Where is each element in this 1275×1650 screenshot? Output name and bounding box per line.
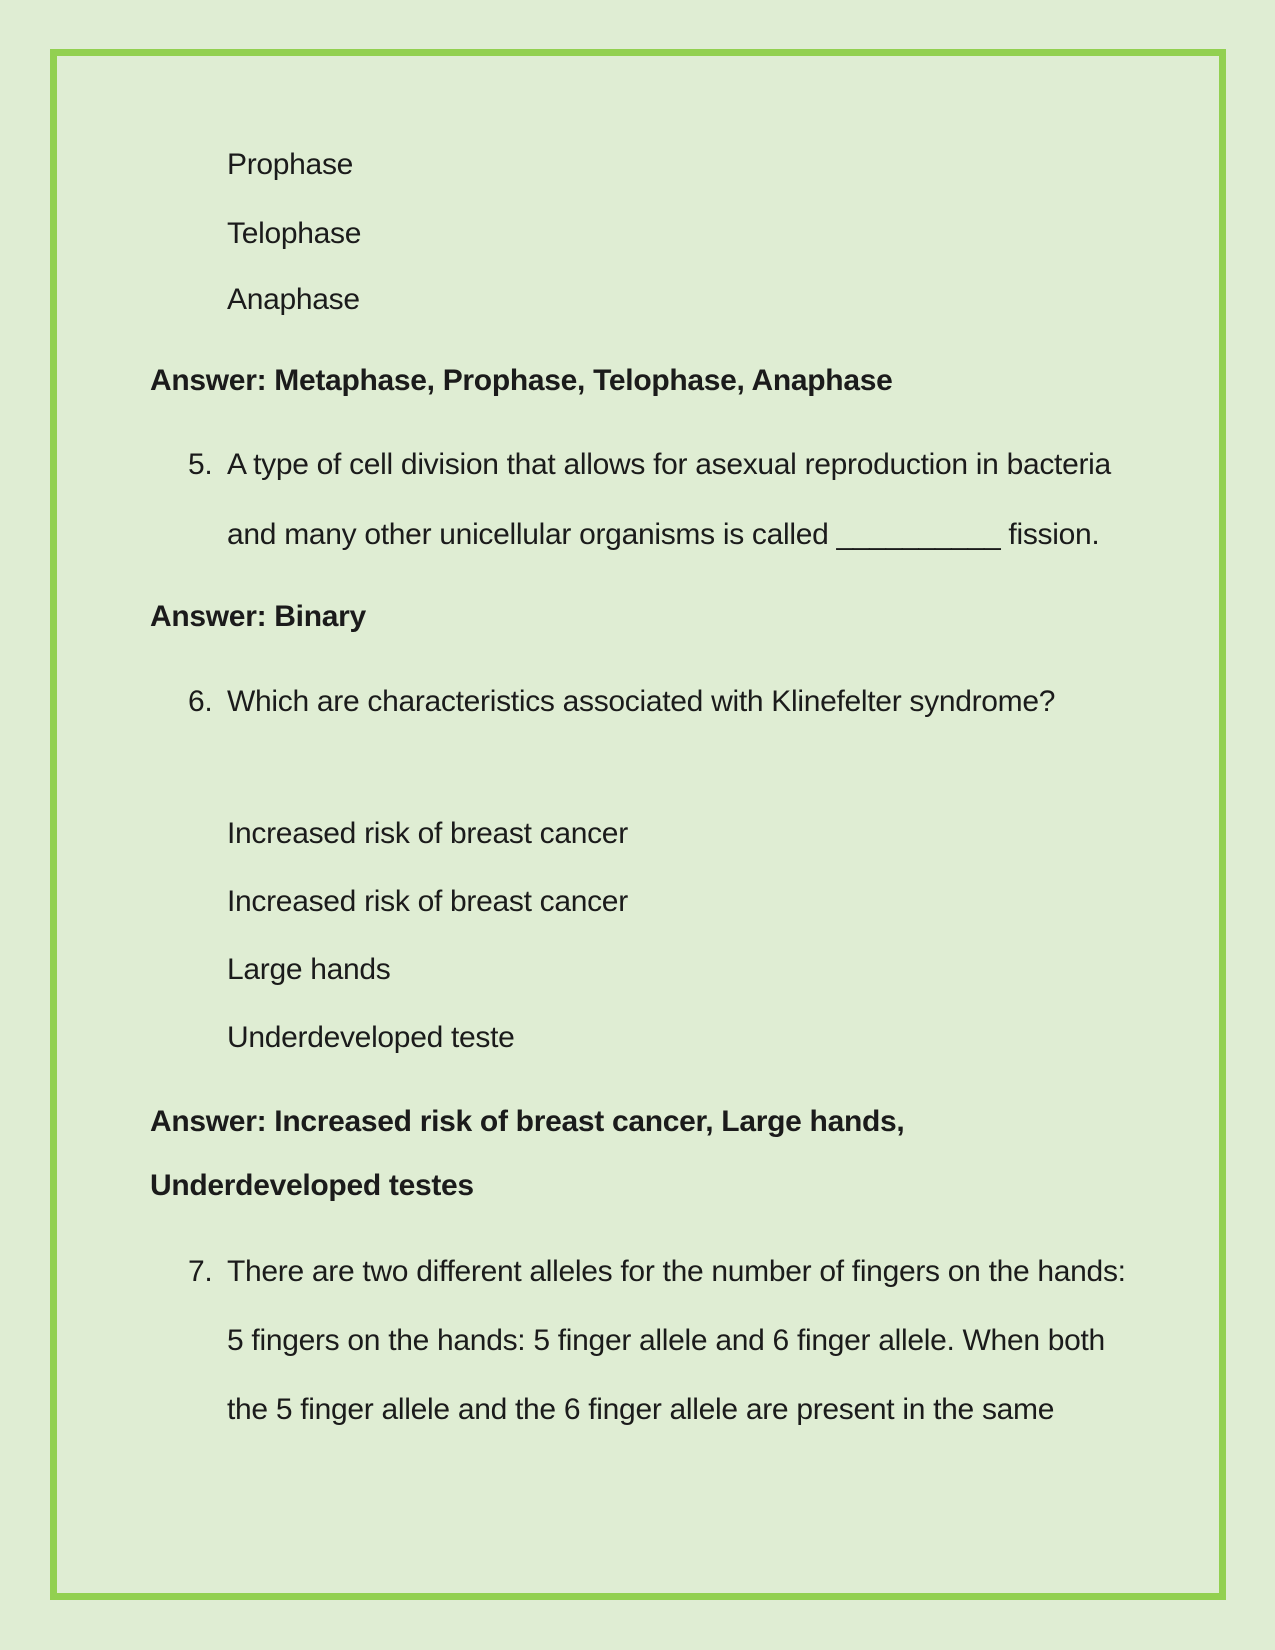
q6-option-2: Increased risk of breast cancer xyxy=(227,885,628,918)
q6-option-4: Underdeveloped teste xyxy=(227,1021,515,1054)
option-anaphase: Anaphase xyxy=(227,283,360,316)
question-7-text: There are two different alleles for the number of fingers on the hands: xyxy=(227,1255,1126,1288)
question-5-number: 5. xyxy=(188,448,213,481)
q6-option-1: Increased risk of breast cancer xyxy=(227,817,628,850)
question-6-text: Which are characteristics associated with Klinefelter syndrome? xyxy=(227,685,1056,718)
option-prophase: Prophase xyxy=(227,148,354,181)
q6-option-3: Large hands xyxy=(227,953,391,986)
question-7-number: 7. xyxy=(188,1255,213,1288)
answer-q6-line-1: Answer: Increased risk of breast cancer, Large hands, xyxy=(150,1105,905,1138)
answer-q4: Answer: Metaphase, Prophase, Telophase, Anaphase xyxy=(150,364,893,397)
question-5-text: A type of cell division that allows for asexual reproduction in bacteria xyxy=(227,448,1111,481)
question-7-line-2: 5 fingers on the hands: 5 finger allele and 6 finger allele. When both xyxy=(227,1324,1105,1357)
question-7-line-3: the 5 finger allele and the 6 finger allele are present in the same xyxy=(227,1393,1055,1426)
question-6-number: 6. xyxy=(188,685,213,718)
question-5-line-1 xyxy=(188,447,1111,483)
answer-q5: Answer: Binary xyxy=(150,600,366,633)
answer-q6-line-2: Underdeveloped testes xyxy=(150,1169,474,1202)
question-5-line-2: and many other unicellular organisms is called __________ fission. xyxy=(227,518,1100,551)
option-telophase: Telophase xyxy=(227,217,362,250)
question-6-line-1 xyxy=(188,684,1055,720)
question-7-line-1 xyxy=(188,1254,1126,1290)
